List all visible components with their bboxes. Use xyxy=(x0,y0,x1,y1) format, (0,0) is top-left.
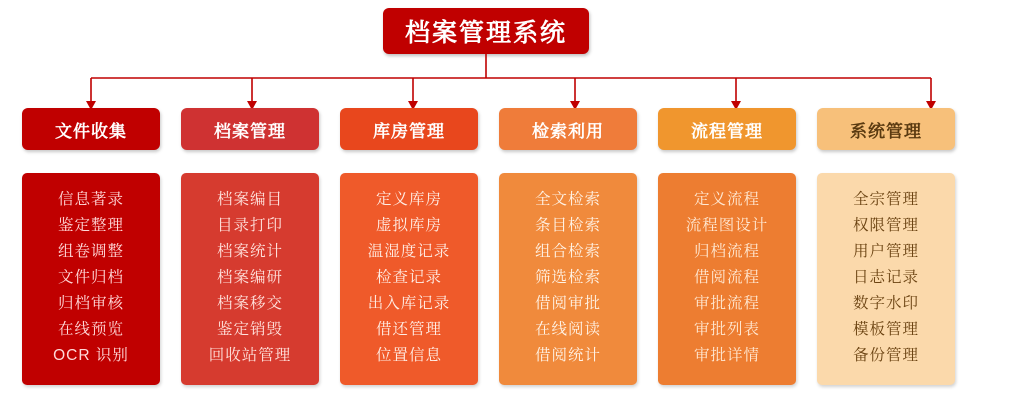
leaf-item[interactable]: 位置信息 xyxy=(375,347,442,364)
leaf-item[interactable]: 文件归档 xyxy=(57,269,124,286)
leaf-item[interactable]: 档案编研 xyxy=(216,269,283,286)
leaf-item[interactable]: 模板管理 xyxy=(852,321,919,338)
branch-column-2 xyxy=(181,108,319,385)
leaf-item[interactable]: 筛选检索 xyxy=(534,269,601,286)
leaf-item[interactable]: 定义库房 xyxy=(375,191,442,208)
leaf-item[interactable]: 审批列表 xyxy=(693,321,760,338)
leaf-item[interactable]: 备份管理 xyxy=(852,347,919,364)
branch-body-2 xyxy=(181,173,319,385)
leaf-item[interactable]: 全宗管理 xyxy=(852,191,919,208)
leaf-item[interactable]: 组卷调整 xyxy=(57,243,124,260)
leaf-item[interactable]: 日志记录 xyxy=(852,269,919,286)
leaf-item[interactable]: 组合检索 xyxy=(534,243,601,260)
branch-column-6 xyxy=(817,108,955,385)
branch-header-label: 档案管理 xyxy=(214,121,286,141)
leaf-item[interactable]: 借阅审批 xyxy=(534,295,601,312)
branch-header-label: 文件收集 xyxy=(55,121,127,141)
branch-header-检索利用[interactable] xyxy=(499,108,637,150)
leaf-item[interactable]: 归档审核 xyxy=(57,295,124,312)
branch-body-5 xyxy=(658,173,796,385)
leaf-item[interactable]: 权限管理 xyxy=(852,217,919,234)
leaf-item[interactable]: 数字水印 xyxy=(852,295,919,312)
leaf-item[interactable]: 用户管理 xyxy=(852,243,919,260)
branch-header-label: 检索利用 xyxy=(532,121,604,141)
leaf-item[interactable]: 全文检索 xyxy=(534,191,601,208)
leaf-item[interactable]: 档案移交 xyxy=(216,295,283,312)
branch-columns xyxy=(0,108,1012,385)
leaf-item[interactable]: 档案编目 xyxy=(216,191,283,208)
branch-header-流程管理[interactable] xyxy=(658,108,796,150)
branch-header-label: 库房管理 xyxy=(373,121,445,141)
branch-header-label: 流程管理 xyxy=(691,121,763,141)
leaf-item[interactable]: 审批流程 xyxy=(693,295,760,312)
leaf-item[interactable]: 鉴定整理 xyxy=(57,217,124,234)
branch-header-文件收集[interactable] xyxy=(22,108,160,150)
leaf-item[interactable]: 出入库记录 xyxy=(367,295,451,312)
leaf-item[interactable]: 流程图设计 xyxy=(685,217,769,234)
branch-body-6 xyxy=(817,173,955,385)
leaf-item[interactable]: 在线阅读 xyxy=(534,321,601,338)
leaf-item[interactable]: 档案统计 xyxy=(216,243,283,260)
leaf-item[interactable]: 借阅统计 xyxy=(534,347,601,364)
leaf-item[interactable]: 检查记录 xyxy=(375,269,442,286)
leaf-item[interactable]: 虚拟库房 xyxy=(375,217,442,234)
branch-column-1 xyxy=(22,108,160,385)
leaf-item[interactable]: 审批详情 xyxy=(693,347,760,364)
leaf-item[interactable]: 定义流程 xyxy=(693,191,760,208)
root-node-档案管理系统[interactable] xyxy=(383,8,589,54)
branch-header-档案管理[interactable] xyxy=(181,108,319,150)
leaf-item[interactable]: 借还管理 xyxy=(375,321,442,338)
branch-column-3 xyxy=(340,108,478,385)
leaf-item[interactable]: 借阅流程 xyxy=(693,269,760,286)
leaf-item[interactable]: 信息著录 xyxy=(57,191,124,208)
branch-body-4 xyxy=(499,173,637,385)
branch-body-3 xyxy=(340,173,478,385)
leaf-item[interactable]: 鉴定销毁 xyxy=(216,321,283,338)
leaf-item[interactable]: 在线预览 xyxy=(57,321,124,338)
branch-column-5 xyxy=(658,108,796,385)
branch-column-4 xyxy=(499,108,637,385)
branch-header-label: 系统管理 xyxy=(850,121,922,141)
leaf-item[interactable]: 回收站管理 xyxy=(208,347,292,364)
leaf-item[interactable]: OCR 识别 xyxy=(53,347,129,364)
branch-body-1 xyxy=(22,173,160,385)
branch-header-系统管理[interactable] xyxy=(817,108,955,150)
leaf-item[interactable]: 温湿度记录 xyxy=(367,243,451,260)
root-node-label: 档案管理系统 xyxy=(404,19,567,47)
leaf-item[interactable]: 归档流程 xyxy=(693,243,760,260)
branch-header-库房管理[interactable] xyxy=(340,108,478,150)
leaf-item[interactable]: 目录打印 xyxy=(216,217,283,234)
leaf-item[interactable]: 条目检索 xyxy=(534,217,601,234)
